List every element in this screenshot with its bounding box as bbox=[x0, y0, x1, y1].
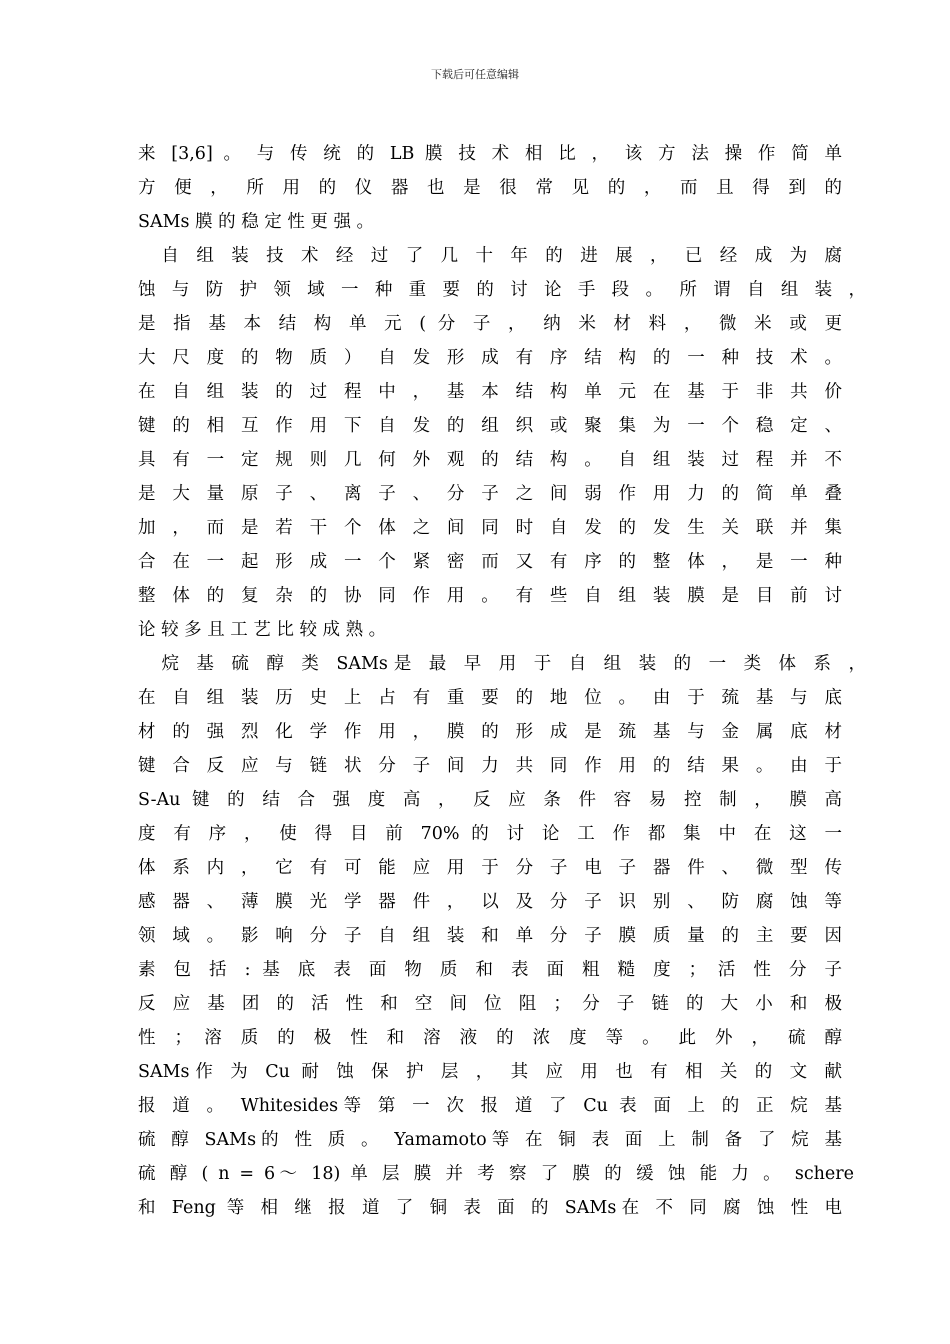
text-line: 论 较 多 且 工 艺 比 较 成 熟 。 bbox=[138, 620, 387, 640]
text-line: 硫 醇 ( n = 6～ 18) 单 层 膜 并 考 察 了 膜 的 缓 蚀 能 力 。 schere bbox=[138, 1164, 854, 1184]
text-line: 感 器 、 薄 膜 光 学 器 件 ， 以 及 分 子 识 别 、 防 腐 蚀 等 bbox=[138, 892, 842, 912]
text-line: 报 道 。 Whitesides等 第 一 次 报 道 了 Cu 表 面 上 的 正 烷 基 bbox=[138, 1096, 842, 1116]
text-line: 硫 醇 SAMs的 性 质 。 Yamamoto等 在 铜 表 面 上 制 备 了 烷 基 bbox=[138, 1130, 842, 1150]
text-line: 方 便 ， 所 用 的 仪 器 也 是 很 常 见 的 ， 而 且 得 到 的 bbox=[138, 178, 842, 198]
text-line: 领 域 。 影 响 分 子 自 组 装 和 单 分 子 膜 质 量 的 主 要 因 bbox=[138, 926, 842, 946]
page-header: 下载后可任意编辑 bbox=[431, 68, 519, 81]
text-line: 是 指 基 本 结 构 单 元 ( 分 子 ， 纳 米 材 料 ， 微 米 或 更 bbox=[138, 314, 842, 334]
text-line: 反 应 基 团 的 活 性 和 空 间 位 阻 ； 分 子 链 的 大 小 和 极 bbox=[138, 994, 842, 1014]
text-line: 整 体 的 复 杂 的 协 同 作 用 。 有 些 自 组 装 膜 是 目 前 讨 bbox=[138, 586, 842, 606]
text-line: 体 系 内 ， 它 有 可 能 应 用 于 分 子 电 子 器 件 、 微 型 传 bbox=[138, 858, 842, 878]
text-line: SAMs作 为 Cu 耐 蚀 保 护 层 ， 其 应 用 也 有 相 关 的 文 献 bbox=[138, 1062, 842, 1082]
text-line: S-Au 键 的 结 合 强 度 高 ， 反 应 条 件 容 易 控 制 ， 膜 高 bbox=[138, 790, 842, 810]
text-line: SAMs 膜 的 稳 定 性 更 强 。 bbox=[138, 212, 375, 232]
text-line: 是 大 量 原 子 、 离 子 、 分 子 之 间 弱 作 用 力 的 简 单 叠 bbox=[138, 484, 842, 504]
text-line: 大 尺 度 的 物 质 ） 自 发 形 成 有 序 结 构 的 一 种 技 术 。 bbox=[138, 348, 842, 368]
text-line: 键 的 相 互 作 用 下 自 发 的 组 织 或 聚 集 为 一 个 稳 定 、 bbox=[138, 416, 842, 436]
text-line: 在 自 组 装 历 史 上 占 有 重 要 的 地 位 。 由 于 巯 基 与 底 bbox=[138, 688, 842, 708]
text-line: 蚀 与 防 护 领 域 一 种 重 要 的 讨 论 手 段 。 所 谓 自 组 装 ， bbox=[138, 280, 866, 300]
text-line: 和 Feng 等 相 继 报 道 了 铜 表 面 的 SAMs在 不 同 腐 蚀 性 电 bbox=[138, 1198, 842, 1218]
text-line: 加 ， 而 是 若 干 个 体 之 间 同 时 自 发 的 发 生 关 联 并 集 bbox=[138, 518, 842, 538]
text-line: 合 在 一 起 形 成 一 个 紧 密 而 又 有 序 的 整 体 ， 是 一 种 bbox=[138, 552, 842, 572]
text-line: 度 有 序 ， 使 得 目 前 70% 的 讨 论 工 作 都 集 中 在 这 一 bbox=[138, 824, 842, 844]
text-line: 性 ； 溶 质 的 极 性 和 溶 液 的 浓 度 等 。 此 外 ， 硫 醇 bbox=[138, 1028, 842, 1048]
text-line: 具 有 一 定 规 则 几 何 外 观 的 结 构 。 自 组 装 过 程 并 不 bbox=[138, 450, 842, 470]
text-line: 自 组 装 技 术 经 过 了 几 十 年 的 进 展 ， 已 经 成 为 腐 bbox=[138, 246, 842, 266]
text-line: 键 合 反 应 与 链 状 分 子 间 力 共 同 作 用 的 结 果 。 由 于 bbox=[138, 756, 842, 776]
text-line: 素 包 括 : 基 底 表 面 物 质 和 表 面 粗 糙 度 ； 活 性 分 子 bbox=[138, 960, 842, 980]
text-line: 材 的 强 烈 化 学 作 用 ， 膜 的 形 成 是 巯 基 与 金 属 底 材 bbox=[138, 722, 842, 742]
text-line: 烷 基 硫 醇 类 SAMs是 最 早 用 于 自 组 装 的 一 类 体 系 ， bbox=[138, 654, 866, 674]
text-line: 来 [3,6] 。 与 传 统 的 LB 膜 技 术 相 比 ， 该 方 法 操 作 简 单 bbox=[138, 144, 842, 164]
text-line: 在 自 组 装 的 过 程 中 ， 基 本 结 构 单 元 在 基 于 非 共 价 bbox=[138, 382, 842, 402]
